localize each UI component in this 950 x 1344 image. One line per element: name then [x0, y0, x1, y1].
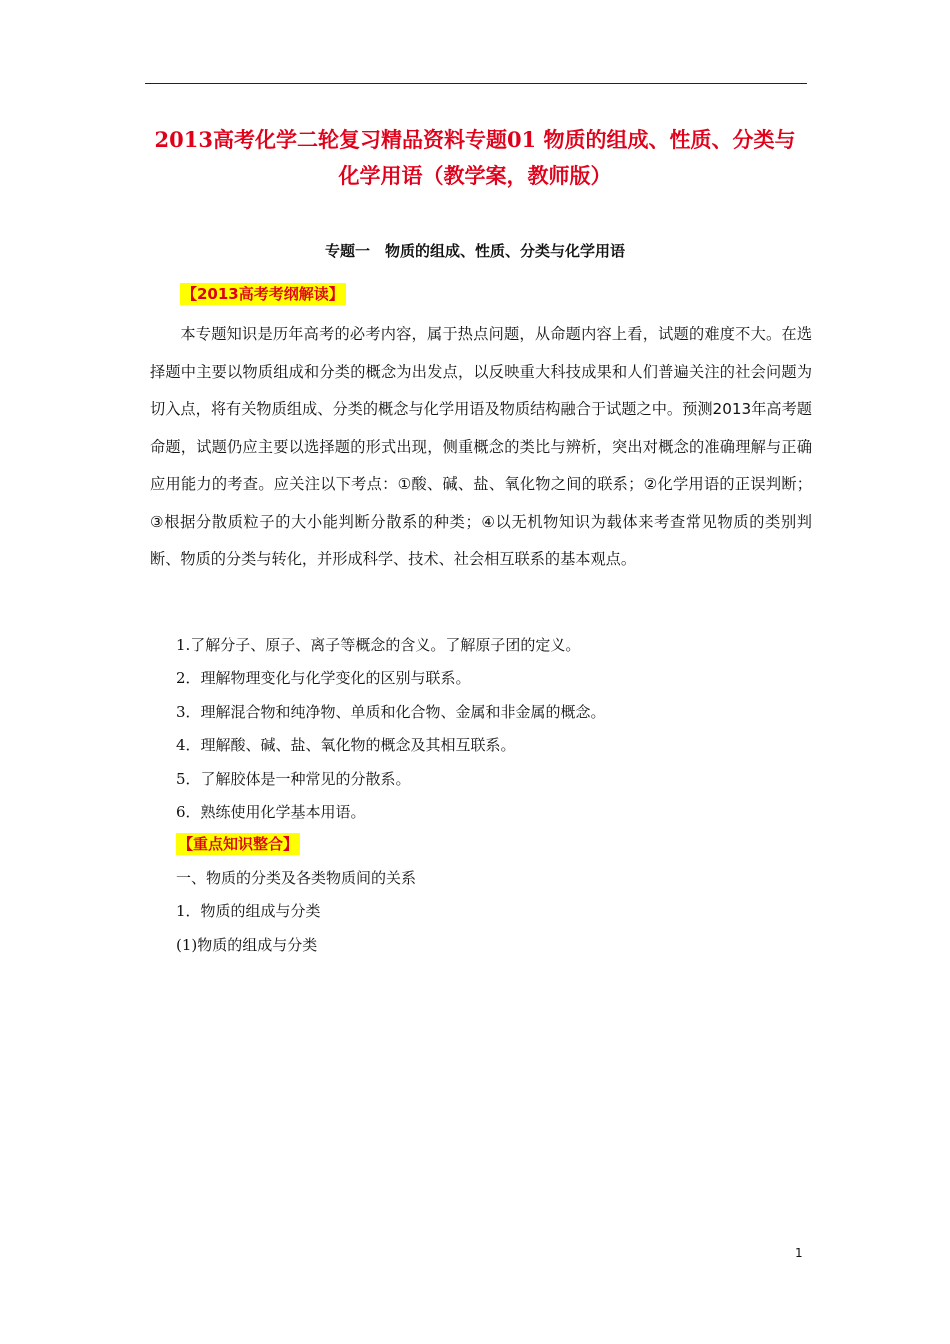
intro-paragraph-text: 本专题知识是历年高考的必考内容，属于热点问题，从命题内容上看，试题的难度不大。在选择题中主要以物质组成和分类的概念为出发点，以反映重大科技成果和人们普遍关注的社会问题为切入点，将有关物质组成、分类的概念与化学用语及物质结构融合于试题之中。预测2013年高考题命题，试题仍应主要以选择题的形式出现，侧重概念的类比与辨析，突出对概念的准确理解与正确应用能力的考查。应关注以下考点：①酸、碱、盐、氧化物之间的联系；②化学用语的正误判断；③根据分散质粒子的大小能判断分散系的种类；④以无机物知识为载体来考查常见物质的类别判断、物质的分类与转化，并形成科学、技术、社会相互联系的基本观点。	[150, 325, 812, 568]
requirement-item: 2．理解物理变化与化学变化的区别与联系。	[176, 669, 471, 687]
topic-subtitle: 专题一 物质的组成、性质、分类与化学用语	[324, 242, 625, 260]
subsection-heading: 1．物质的组成与分类	[176, 902, 321, 920]
requirement-item: 3．理解混合物和纯净物、单质和化合物、金属和非金属的概念。	[176, 703, 606, 721]
section-tag-key-knowledge: 【重点知识整合】	[178, 835, 299, 853]
section-tag-syllabus: 【2013高考考纲解读】	[182, 285, 344, 303]
page-number: 1	[795, 1246, 803, 1260]
requirement-item: 6．熟练使用化学基本用语。	[176, 803, 366, 821]
requirement-item: 1.了解分子、原子、离子等概念的含义。了解原子团的定义。	[176, 636, 581, 654]
section-heading: 一、物质的分类及各类物质间的关系	[176, 869, 417, 887]
requirement-item: 4．理解酸、碱、盐、氧化物的概念及其相互联系。	[176, 736, 516, 754]
document-title-line-2: 化学用语（教学案，教师版）	[338, 163, 612, 188]
requirement-item: 5．了解胶体是一种常见的分散系。	[176, 770, 411, 788]
intro-paragraph	[150, 316, 812, 579]
document-title-line-1: 2013高考化学二轮复习精品资料专题01 物质的组成、性质、分类与	[154, 127, 796, 152]
subsubsection-heading: (1)物质的组成与分类	[176, 936, 318, 954]
header-rule	[145, 83, 807, 84]
